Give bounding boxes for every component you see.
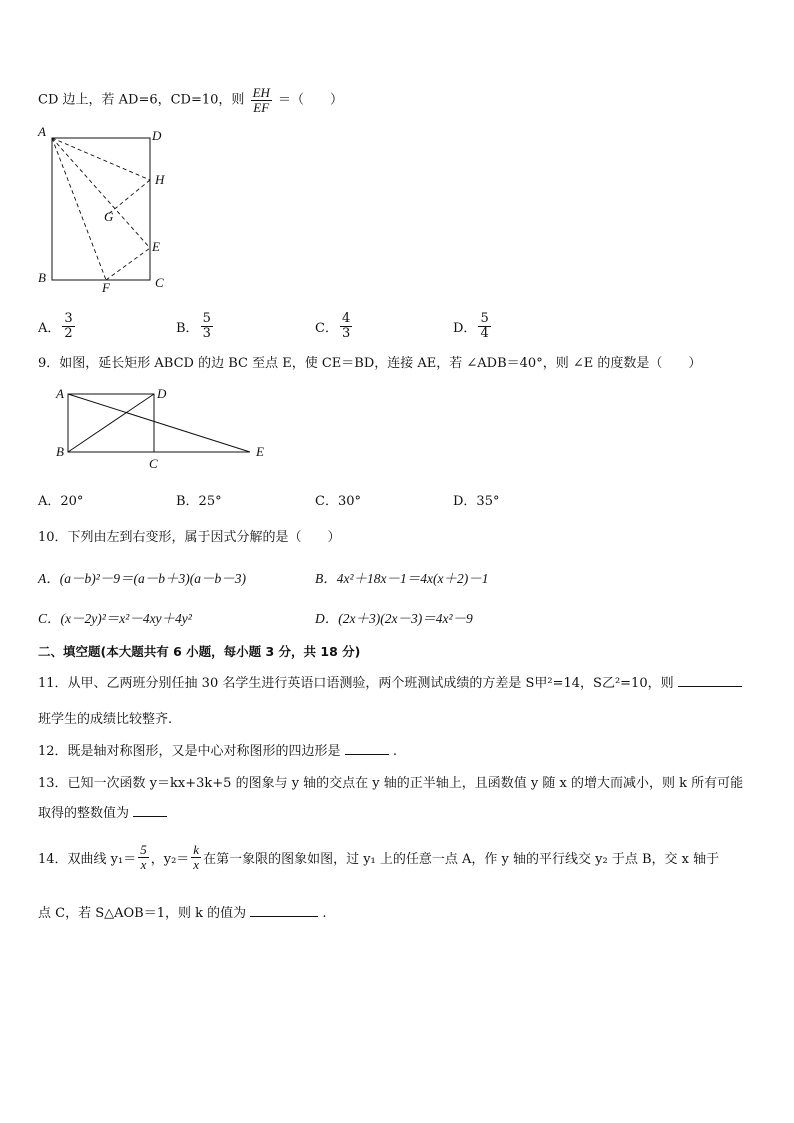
q8-option-d-den: 4 <box>480 325 489 341</box>
q8-option-c-den: 3 <box>341 325 351 341</box>
q8-option-c-label: C． <box>315 320 338 336</box>
q8-label-D: D <box>152 128 162 143</box>
q8-label-F: F <box>102 280 110 294</box>
q8-label-E: E <box>152 239 160 254</box>
q12-end: . <box>392 744 397 759</box>
q12 <box>38 740 397 759</box>
q14-f2-den: x <box>193 856 200 872</box>
q8-stem-b: ＝（ ） <box>278 92 344 108</box>
q8-frac-num: EH <box>252 85 270 100</box>
q9-label-A: A <box>56 386 64 401</box>
q9-line-BD <box>68 394 154 452</box>
q8-frac-den: EF <box>253 99 270 115</box>
q13-answer-blank[interactable] <box>133 816 167 817</box>
q9-option-d[interactable]: D．35° <box>453 494 500 509</box>
q8-line-AE <box>52 138 150 248</box>
q11-answer-blank[interactable] <box>678 686 742 687</box>
q10-option-d[interactable]: D．(2x＋3)(2x－3)＝4x²－9 <box>315 611 473 626</box>
q8-stem-a: CD 边上，若 AD=6，CD=10，则 <box>38 92 245 108</box>
q8-option-b[interactable] <box>176 306 215 346</box>
q8-option-b-num: 5 <box>202 310 211 326</box>
q14-line1 <box>38 836 719 878</box>
q8-option-c-num: 4 <box>341 310 351 326</box>
q14-f2-num: k <box>193 841 200 857</box>
q8-option-a-num: 3 <box>64 310 73 326</box>
q11-line1 <box>38 672 742 691</box>
q14-text-c: 在第一象限的图象如图，过 y₁ 上的任意一点 A，作 y 轴的平行线交 y₂ 于点 B，交 x 轴于 <box>203 851 720 867</box>
q14-end: . <box>322 906 327 921</box>
q8-line-FE <box>106 248 150 280</box>
q8-option-d-label: D． <box>453 320 477 336</box>
q8-option-c[interactable] <box>315 306 354 346</box>
q8-label-A: A <box>38 124 46 139</box>
q14-text-line2: 点 C，若 S△AOB＝1，则 k 的值为 <box>38 906 247 921</box>
q8-label-H: H <box>155 172 165 187</box>
q8-option-d[interactable] <box>453 306 493 346</box>
q8-option-a-label: A． <box>38 320 61 336</box>
q8-option-d-num: 5 <box>480 310 489 326</box>
q9-label-C: C <box>149 456 158 471</box>
q10-option-c[interactable]: C．(x－2y)²＝x²－4xy＋4y² <box>38 611 192 626</box>
q8-option-b-label: B． <box>176 320 199 336</box>
q8-line-AH <box>52 138 150 180</box>
q12-answer-blank[interactable] <box>345 754 389 755</box>
q8-option-a[interactable] <box>38 306 77 346</box>
q14-line2 <box>38 902 327 921</box>
q14-answer-blank[interactable] <box>250 916 318 917</box>
q11-line2: 班学生的成绩比较整齐. <box>38 712 173 727</box>
section-heading-fill-blank: 二、填空题(本大题共有 6 小题，每小题 3 分，共 18 分) <box>38 644 361 659</box>
q14-text-a: 14．双曲线 y₁＝ <box>38 851 137 867</box>
q14-text-b: ，y₂＝ <box>150 851 190 867</box>
q10-option-b[interactable]: B．4x²＋18x－1＝4x(x＋2)－1 <box>315 571 489 586</box>
q8-option-b-den: 3 <box>202 325 211 341</box>
q8-label-B: B <box>38 270 46 285</box>
q9-stem: 9．如图，延长矩形 ABCD 的边 BC 至点 E，使 CE＝BD，连接 AE，若 ∠ADB＝40°，则 ∠E 的度数是（ ） <box>38 356 702 371</box>
q9-option-a[interactable]: A．20° <box>38 494 84 509</box>
q9-figure <box>52 384 282 474</box>
q10-option-a[interactable]: A．(a－b)²－9＝(a－b＋3)(a－b－3) <box>38 571 247 586</box>
q9-label-E: E <box>256 444 264 459</box>
q13-line2 <box>38 802 167 821</box>
q8-label-C: C <box>155 275 164 290</box>
q8-line-AF <box>52 138 106 280</box>
q8-stem <box>38 85 344 115</box>
q9-label-D: D <box>157 386 167 401</box>
q9-option-c[interactable]: C．30° <box>315 494 361 509</box>
q9-line-AE <box>68 394 250 452</box>
q14-f1-den: x <box>140 856 147 872</box>
q9-label-B: B <box>56 444 64 459</box>
q8-option-a-den: 2 <box>64 325 73 341</box>
q9-option-b[interactable]: B．25° <box>176 494 222 509</box>
q8-fraction <box>251 86 272 114</box>
q13-line1: 13．已知一次函数 y＝kx+3k+5 的图象与 y 轴的交点在 y 轴的正半轴上，且函数值 y 随 x 的增大而减小，则 k 所有可能 <box>38 776 744 791</box>
q14-f1-num: 5 <box>140 841 147 857</box>
q8-label-G: G <box>104 209 114 224</box>
q8-figure <box>34 124 184 294</box>
q12-text: 12．既是轴对称图形，又是中心对称图形的四边形是 <box>38 744 341 759</box>
q11-text: 11．从甲、乙两班分别任抽 30 名学生进行英语口语测验，两个班测试成绩的方差是 S甲²=14，S乙²=10，则 <box>38 676 674 691</box>
q10-stem: 10．下列由左到右变形，属于因式分解的是（ ） <box>38 530 341 545</box>
q13-text: 取得的整数值为 <box>38 806 130 821</box>
